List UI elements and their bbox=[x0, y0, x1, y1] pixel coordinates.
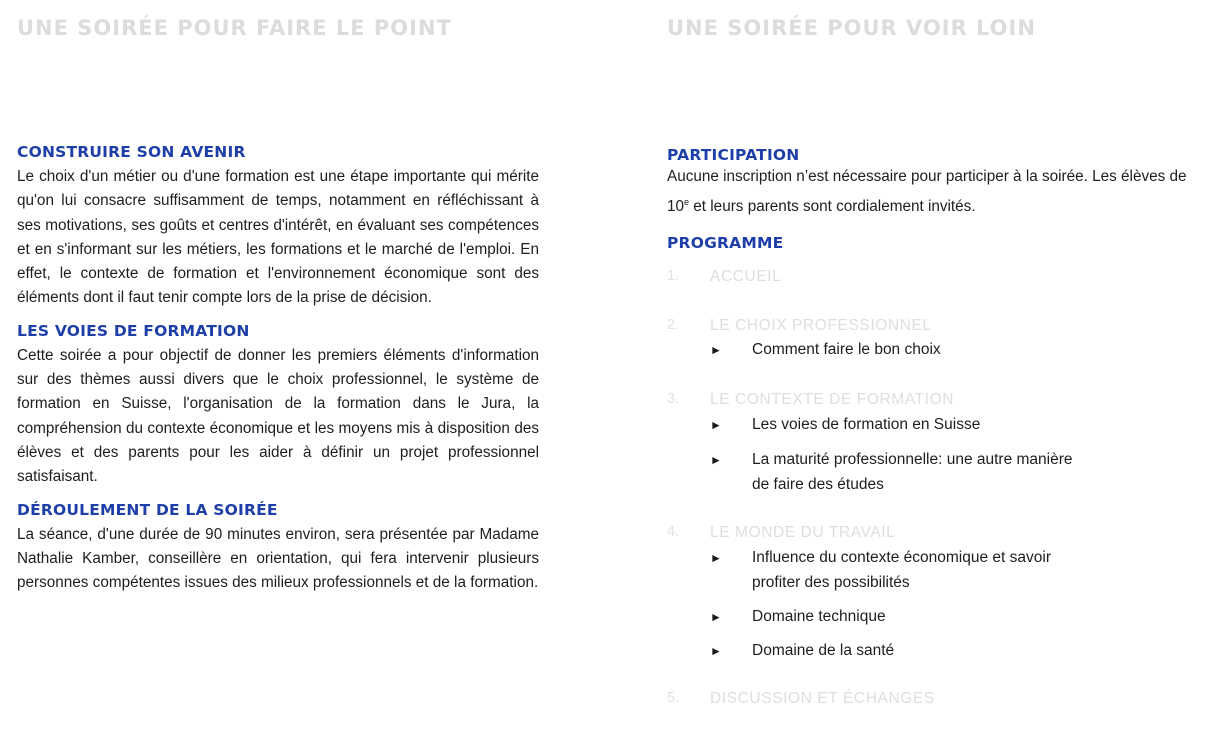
bullet-arrow-icon: ► bbox=[710, 418, 722, 432]
section-deroulement bbox=[17, 500, 539, 596]
item-number: 4. bbox=[667, 524, 680, 540]
left-page bbox=[17, 0, 539, 748]
item-title: LE CHOIX PROFESSIONNEL bbox=[710, 317, 932, 334]
section-text: Cette soirée a pour objectif de donner les premiers éléments d'information sur des thèmes aussi divers que le choix professionnel, le système de formation en Suisse, l'organisation de la formation dans le Jura, la compréhension du contexte économique et les moyens mis à disposition des élèves et des parents pour les aider à définir un projet professionnel satisfaisant. bbox=[17, 346, 539, 486]
right-page-title: UNE SOIRÉE POUR VOIR LOIN bbox=[667, 16, 1036, 40]
participation-heading: PARTICIPATION bbox=[667, 146, 800, 164]
bullet-arrow-icon: ► bbox=[710, 551, 722, 565]
subitem-text: Domaine technique bbox=[752, 608, 886, 625]
section-heading: CONSTRUIRE SON AVENIR bbox=[17, 143, 246, 161]
item-number: 3. bbox=[667, 391, 680, 407]
section-heading: LES VOIES DE FORMATION bbox=[17, 321, 250, 340]
item-title: LE MONDE DU TRAVAIL bbox=[710, 524, 896, 541]
item-title: DISCUSSION ET ÉCHANGES bbox=[710, 690, 935, 707]
section-text: Le choix d'un métier ou d'une formation est une étape importante qui mérite qu'on lui consacre suffisamment de temps, notamment en réfléchissant à ses motivations, ses goûts et centres d'intérêt, en évaluant ses compétences et en s'informant sur les métiers, les formations et le marché de l'emploi. En effet, le contexte de formation et l'environnement économique sont des éléments dont il faut tenir compte lors de la prise de décision. bbox=[17, 168, 539, 307]
left-body bbox=[17, 142, 539, 605]
bullet-arrow-icon: ► bbox=[710, 644, 722, 658]
item-number: 2. bbox=[667, 317, 680, 333]
programme-heading: PROGRAMME bbox=[667, 234, 784, 253]
item-title: LE CONTEXTE DE FORMATION bbox=[710, 391, 955, 408]
bullet-arrow-icon: ► bbox=[710, 610, 722, 624]
participation-text bbox=[667, 165, 1187, 219]
right-body bbox=[667, 145, 1187, 253]
subitem-text: Les voies de formation en Suisse bbox=[752, 416, 981, 433]
left-page-title: UNE SOIRÉE POUR FAIRE LE POINT bbox=[17, 16, 452, 40]
section-heading: DÉROULEMENT DE LA SOIRÉE bbox=[17, 500, 278, 519]
section-text: La séance, d'une durée de 90 minutes environ, sera présentée par Madame Nathalie Kamber, conseillère en orientation, qui fera intervenir plusieurs personnes compétentes issues des milieux professionnels et de la formation. bbox=[17, 525, 539, 592]
participation-text-b: et leurs parents sont cordialement invités. bbox=[689, 197, 976, 215]
subitem-text: La maturité professionnelle: une autre manière de faire des études bbox=[752, 451, 1073, 493]
bullet-arrow-icon: ► bbox=[710, 453, 722, 467]
item-number: 1. bbox=[667, 268, 680, 284]
subitem-text: Influence du contexte économique et savoir profiter des possibilités bbox=[752, 549, 1051, 591]
participation-sup: e bbox=[684, 196, 690, 207]
item-number: 5. bbox=[667, 690, 680, 706]
section-voies bbox=[17, 321, 539, 490]
subitem-text: Domaine de la santé bbox=[752, 642, 895, 659]
subitem-text: Comment faire le bon choix bbox=[752, 341, 941, 358]
section-construire bbox=[17, 142, 539, 311]
right-page bbox=[667, 0, 1187, 748]
bullet-arrow-icon: ► bbox=[710, 343, 722, 357]
participation-text-a: Aucune inscription n’est nécessaire pour participer à la soirée. Les élèves de 10 bbox=[667, 168, 1187, 215]
item-title: ACCUEIL bbox=[710, 268, 782, 285]
